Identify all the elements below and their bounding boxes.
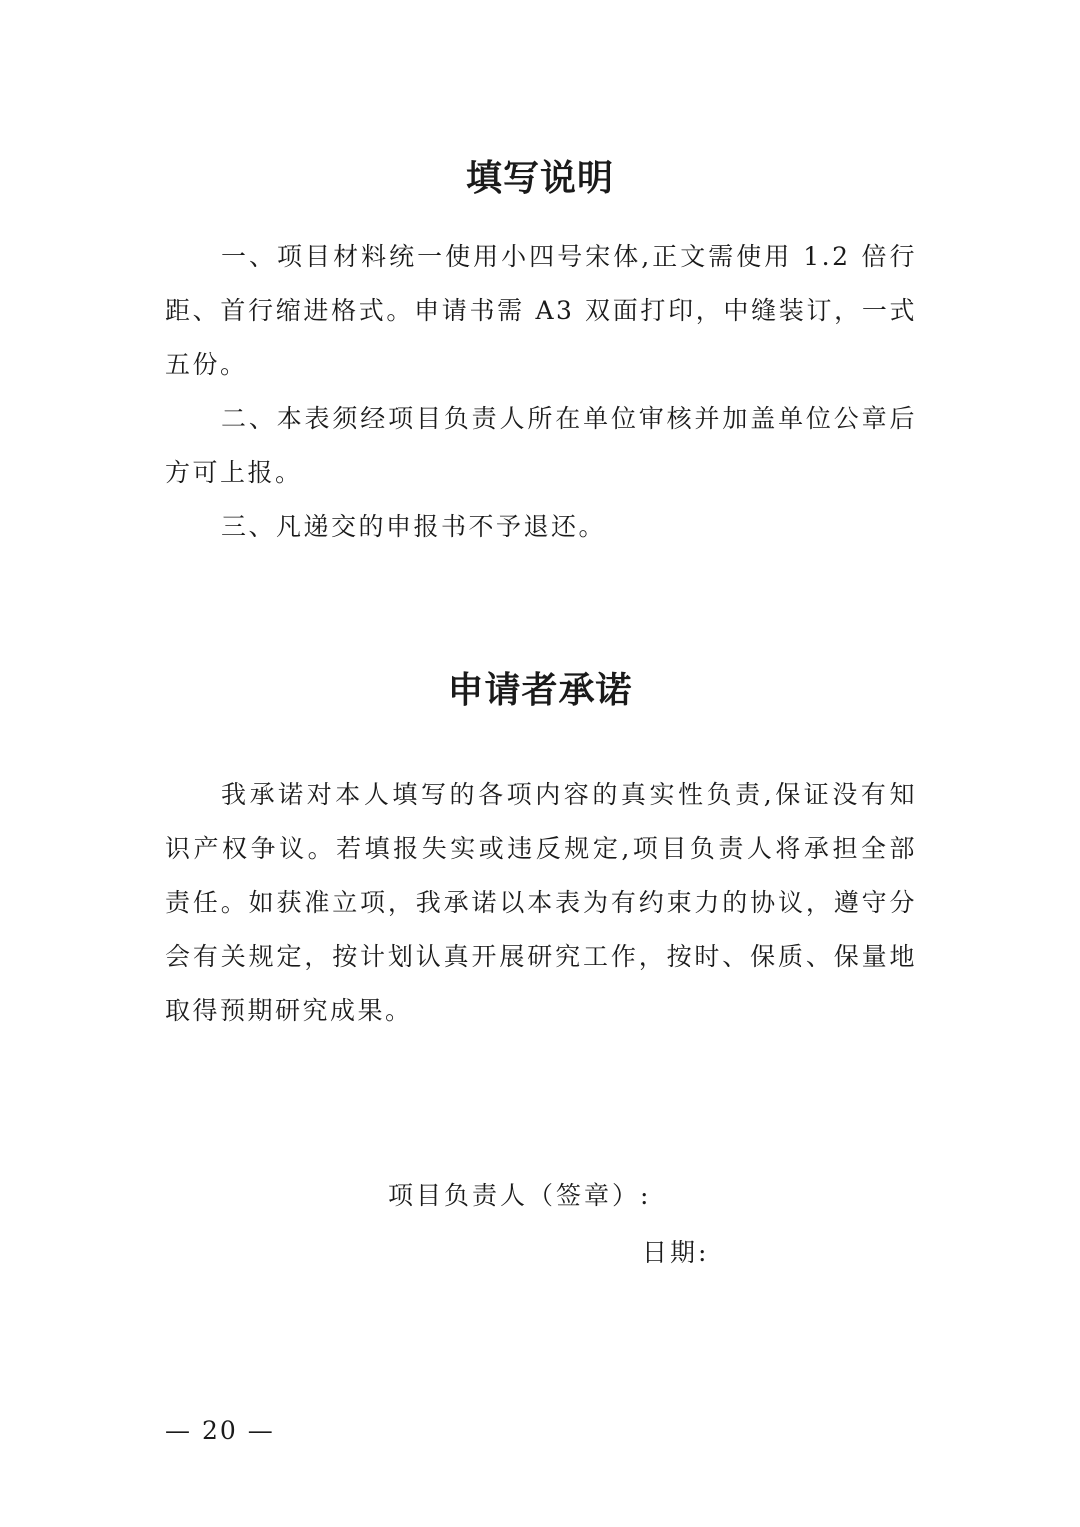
signatory-label: 项目负责人（签章）: [388, 1181, 652, 1210]
commitment-title: 申请者承诺 [447, 670, 633, 711]
instructions-item-1: 一、项目材料统一使用小四号宋体,正文需使用 1.2 倍行距、首行缩进格式。申请书需 A3 双面打印，中缝装订，一式五份。 [165, 242, 917, 379]
commitment-paragraph: 我承诺对本人填写的各项内容的真实性负责,保证没有知识产权争议。若填报失实或违反规定,项目负责人将承担全部责任。如获准立项，我承诺以本表为有约束力的协议，遵守分会有关规定，按计划认真开展研究工作，按时、保质、保量地取得预期研究成果。 [165, 780, 917, 1025]
instructions-title: 填写说明 [465, 158, 614, 199]
instructions-item-2: 二、本表须经项目负责人所在单位审核并加盖单位公章后方可上报。 [165, 404, 917, 487]
date-label: 日期: [642, 1238, 710, 1267]
instructions-item-3: 三、凡递交的申报书不予退还。 [221, 512, 607, 541]
page-number: — 20 — [165, 1416, 275, 1445]
instructions-section [165, 230, 917, 554]
commitment-section [165, 768, 917, 1038]
